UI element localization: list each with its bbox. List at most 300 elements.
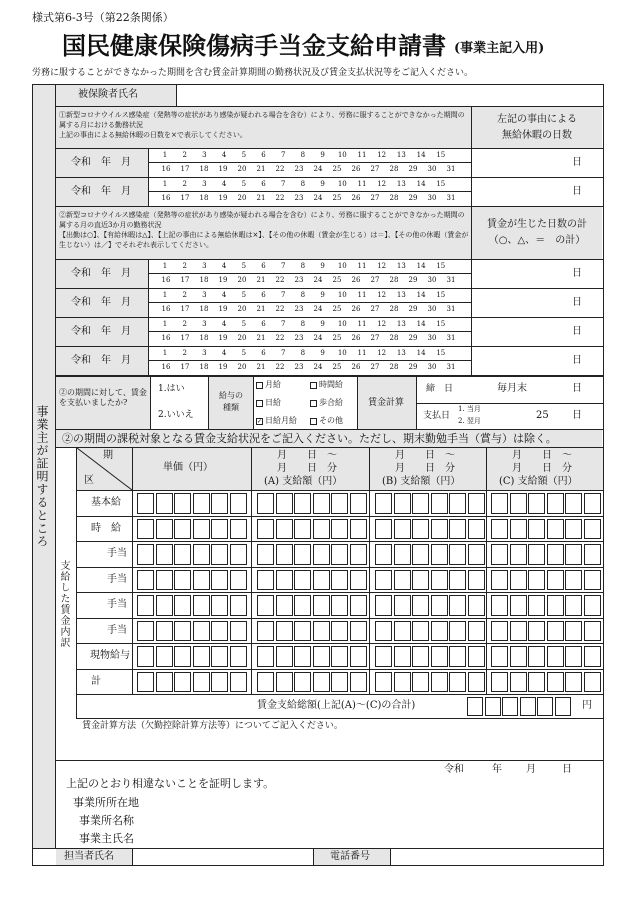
day-30[interactable]: 30 [427, 363, 437, 371]
amount-digit-cell[interactable] [313, 646, 330, 667]
amount-digit-cell[interactable] [350, 595, 367, 616]
day-23[interactable]: 23 [294, 305, 304, 313]
day-12[interactable]: 12 [377, 291, 387, 299]
amount-digit-cell[interactable] [211, 544, 228, 565]
day-15[interactable]: 15 [436, 291, 446, 299]
amount-digit-cell[interactable] [449, 544, 466, 565]
period-start[interactable]: 月 日 〜 [395, 450, 455, 461]
day-12[interactable]: 12 [377, 151, 387, 159]
s2-row2-month-label[interactable]: 令和 年 月 [71, 297, 131, 308]
amount-digit-cell[interactable] [174, 493, 191, 514]
amount-digit-cell[interactable] [156, 646, 173, 667]
amount-digit-cell[interactable] [156, 672, 173, 693]
amount-digit-cell[interactable] [449, 621, 466, 642]
day-5[interactable]: 5 [241, 291, 247, 299]
amount-digit-cell[interactable] [584, 672, 601, 693]
checkbox-icon[interactable] [310, 382, 317, 389]
day-14[interactable]: 14 [416, 291, 426, 299]
day-29[interactable]: 29 [408, 363, 418, 371]
day-31[interactable]: 31 [446, 334, 456, 342]
amount-digit-cell[interactable] [156, 544, 173, 565]
amount-digit-cell[interactable] [156, 519, 173, 540]
day-31[interactable]: 31 [446, 194, 456, 202]
amount-digit-cell[interactable] [137, 493, 154, 514]
day-29[interactable]: 29 [408, 165, 418, 173]
day-12[interactable]: 12 [377, 320, 387, 328]
day-27[interactable]: 27 [370, 165, 380, 173]
amount-digit-cell[interactable] [412, 595, 429, 616]
day-19[interactable]: 19 [218, 194, 228, 202]
day-8[interactable]: 8 [300, 291, 306, 299]
day-18[interactable]: 18 [199, 165, 209, 173]
amount-digit-cell[interactable] [547, 646, 564, 667]
day-2[interactable]: 2 [182, 320, 187, 328]
amount-digit-cell[interactable] [137, 621, 154, 642]
amount-digit-cell[interactable] [394, 672, 411, 693]
amount-digit-cell[interactable] [565, 646, 582, 667]
day-19[interactable]: 19 [218, 334, 228, 342]
day-4[interactable]: 4 [221, 151, 227, 159]
calc-method-field[interactable] [80, 735, 600, 759]
amount-digit-cell[interactable] [294, 595, 311, 616]
period-start[interactable]: 月 日 〜 [512, 450, 572, 461]
amount-digit-cell[interactable] [510, 646, 527, 667]
day-23[interactable]: 23 [294, 334, 304, 342]
day-7[interactable]: 7 [280, 180, 286, 188]
amount-digit-cell[interactable] [491, 646, 508, 667]
amount-digit-cell[interactable] [331, 621, 348, 642]
day-20[interactable]: 20 [237, 276, 247, 284]
s2-row3-month-label[interactable]: 令和 年 月 [71, 326, 131, 337]
amount-digit-cell[interactable] [528, 519, 545, 540]
amount-digit-cell[interactable] [276, 672, 293, 693]
day-3[interactable]: 3 [202, 180, 207, 188]
day-10[interactable]: 10 [337, 291, 347, 299]
day-26[interactable]: 26 [351, 305, 361, 313]
amount-digit-cell[interactable] [211, 595, 228, 616]
amount-digit-cell[interactable] [211, 519, 228, 540]
day-3[interactable]: 3 [202, 262, 207, 270]
day-11[interactable]: 11 [357, 180, 367, 188]
amount-digit-cell[interactable] [156, 595, 173, 616]
amount-digit-cell[interactable] [394, 595, 411, 616]
day-2[interactable]: 2 [182, 262, 187, 270]
amount-digit-cell[interactable] [394, 519, 411, 540]
amount-digit-cell[interactable] [468, 621, 485, 642]
day-25[interactable]: 25 [332, 363, 342, 371]
amount-digit-cell[interactable] [375, 493, 392, 514]
day-18[interactable]: 18 [199, 363, 209, 371]
amount-digit-cell[interactable] [449, 595, 466, 616]
day-28[interactable]: 28 [389, 165, 399, 173]
amount-digit-cell[interactable] [257, 570, 274, 591]
day-24[interactable]: 24 [313, 305, 323, 313]
amount-digit-cell[interactable] [584, 646, 601, 667]
pay-type-option[interactable]: 歩合給 [310, 399, 343, 407]
day-2[interactable]: 2 [182, 291, 187, 299]
amount-digit-cell[interactable] [294, 493, 311, 514]
amount-digit-cell[interactable] [257, 595, 274, 616]
amount-digit-cell[interactable] [313, 595, 330, 616]
amount-digit-cell[interactable] [449, 672, 466, 693]
amount-digit-cell[interactable] [193, 646, 210, 667]
day-21[interactable]: 21 [256, 305, 266, 313]
day-26[interactable]: 26 [351, 334, 361, 342]
day-9[interactable]: 9 [320, 180, 325, 188]
day-12[interactable]: 12 [377, 180, 387, 188]
amount-digit-cell[interactable] [412, 544, 429, 565]
amount-digit-cell[interactable] [375, 595, 392, 616]
day-6[interactable]: 6 [261, 180, 266, 188]
amount-digit-cell[interactable] [294, 621, 311, 642]
day-18[interactable]: 18 [199, 334, 209, 342]
checkbox-icon[interactable] [310, 418, 317, 425]
day-8[interactable]: 8 [300, 320, 306, 328]
day-14[interactable]: 14 [416, 262, 426, 270]
day-26[interactable]: 26 [351, 276, 361, 284]
amount-digit-cell[interactable] [276, 519, 293, 540]
day-27[interactable]: 27 [370, 305, 380, 313]
amount-digit-cell[interactable] [174, 646, 191, 667]
amount-digit-cell[interactable] [431, 595, 448, 616]
day-26[interactable]: 26 [351, 165, 361, 173]
day-18[interactable]: 18 [199, 305, 209, 313]
amount-digit-cell[interactable] [431, 493, 448, 514]
day-22[interactable]: 22 [275, 194, 285, 202]
day-19[interactable]: 19 [218, 305, 228, 313]
amount-digit-cell[interactable] [565, 595, 582, 616]
amount-digit-cell[interactable] [547, 544, 564, 565]
day-6[interactable]: 6 [261, 349, 266, 357]
day-14[interactable]: 14 [416, 320, 426, 328]
checkbox-icon[interactable] [256, 382, 263, 389]
day-22[interactable]: 22 [275, 334, 285, 342]
day-1[interactable]: 1 [162, 291, 168, 299]
pay-type-option[interactable]: 時間給 [310, 381, 343, 389]
day-22[interactable]: 22 [275, 165, 285, 173]
s2-row4-month-label[interactable]: 令和 年 月 [71, 355, 131, 366]
amount-digit-cell[interactable] [294, 519, 311, 540]
total-digit-cell[interactable] [537, 697, 553, 716]
amount-digit-cell[interactable] [375, 646, 392, 667]
amount-digit-cell[interactable] [313, 570, 330, 591]
period-end[interactable]: 月 日 分 [395, 463, 455, 474]
day-15[interactable]: 15 [436, 320, 446, 328]
amount-digit-cell[interactable] [331, 519, 348, 540]
amount-digit-cell[interactable] [565, 493, 582, 514]
amount-digit-cell[interactable] [412, 519, 429, 540]
amount-digit-cell[interactable] [276, 646, 293, 667]
day-4[interactable]: 4 [221, 262, 227, 270]
amount-digit-cell[interactable] [174, 544, 191, 565]
amount-digit-cell[interactable] [547, 570, 564, 591]
amount-digit-cell[interactable] [294, 646, 311, 667]
payment-no[interactable]: 2.いいえ [158, 410, 194, 420]
amount-digit-cell[interactable] [375, 544, 392, 565]
day-8[interactable]: 8 [300, 151, 306, 159]
amount-digit-cell[interactable] [449, 493, 466, 514]
amount-digit-cell[interactable] [510, 621, 527, 642]
day-6[interactable]: 6 [261, 291, 266, 299]
amount-digit-cell[interactable] [313, 621, 330, 642]
amount-digit-cell[interactable] [510, 570, 527, 591]
amount-digit-cell[interactable] [137, 646, 154, 667]
amount-digit-cell[interactable] [565, 570, 582, 591]
day-8[interactable]: 8 [300, 262, 306, 270]
amount-digit-cell[interactable] [510, 493, 527, 514]
amount-digit-cell[interactable] [350, 544, 367, 565]
amount-digit-cell[interactable] [193, 570, 210, 591]
amount-digit-cell[interactable] [528, 646, 545, 667]
day-28[interactable]: 28 [389, 194, 399, 202]
day-20[interactable]: 20 [237, 363, 247, 371]
amount-digit-cell[interactable] [431, 621, 448, 642]
amount-digit-cell[interactable] [313, 519, 330, 540]
amount-digit-cell[interactable] [449, 646, 466, 667]
day-27[interactable]: 27 [370, 334, 380, 342]
day-19[interactable]: 19 [218, 165, 228, 173]
day-16[interactable]: 16 [161, 276, 171, 284]
amount-digit-cell[interactable] [137, 672, 154, 693]
day-24[interactable]: 24 [313, 276, 323, 284]
day-5[interactable]: 5 [241, 262, 247, 270]
amount-digit-cell[interactable] [193, 493, 210, 514]
amount-digit-cell[interactable] [276, 544, 293, 565]
amount-digit-cell[interactable] [174, 595, 191, 616]
amount-digit-cell[interactable] [230, 595, 247, 616]
amount-digit-cell[interactable] [211, 621, 228, 642]
amount-digit-cell[interactable] [431, 646, 448, 667]
day-9[interactable]: 9 [320, 320, 325, 328]
amount-digit-cell[interactable] [528, 544, 545, 565]
pay-type-option[interactable]: 月給 [256, 381, 281, 389]
amount-digit-cell[interactable] [350, 519, 367, 540]
day-12[interactable]: 12 [377, 262, 387, 270]
day-20[interactable]: 20 [237, 334, 247, 342]
day-16[interactable]: 16 [161, 165, 171, 173]
amount-digit-cell[interactable] [394, 493, 411, 514]
day-23[interactable]: 23 [294, 276, 304, 284]
amount-digit-cell[interactable] [174, 621, 191, 642]
day-1[interactable]: 1 [162, 349, 168, 357]
day-4[interactable]: 4 [221, 349, 227, 357]
amount-digit-cell[interactable] [230, 621, 247, 642]
day-4[interactable]: 4 [221, 320, 227, 328]
pay-type-option[interactable]: 日給 [256, 399, 281, 407]
day-10[interactable]: 10 [337, 262, 347, 270]
day-24[interactable]: 24 [313, 194, 323, 202]
contact-name-field[interactable] [133, 849, 313, 865]
day-2[interactable]: 2 [182, 151, 187, 159]
amount-digit-cell[interactable] [257, 544, 274, 565]
amount-digit-cell[interactable] [294, 570, 311, 591]
total-digit-cell[interactable] [520, 697, 536, 716]
day-14[interactable]: 14 [416, 180, 426, 188]
day-21[interactable]: 21 [256, 334, 266, 342]
day-9[interactable]: 9 [320, 349, 325, 357]
amount-digit-cell[interactable] [211, 493, 228, 514]
day-16[interactable]: 16 [161, 194, 171, 202]
amount-digit-cell[interactable] [491, 544, 508, 565]
day-26[interactable]: 26 [351, 194, 361, 202]
amount-digit-cell[interactable] [350, 672, 367, 693]
day-28[interactable]: 28 [389, 305, 399, 313]
amount-digit-cell[interactable] [468, 493, 485, 514]
day-21[interactable]: 21 [256, 363, 266, 371]
day-7[interactable]: 7 [280, 291, 286, 299]
day-10[interactable]: 10 [337, 151, 347, 159]
day-1[interactable]: 1 [162, 180, 168, 188]
amount-digit-cell[interactable] [468, 544, 485, 565]
day-21[interactable]: 21 [256, 165, 266, 173]
amount-digit-cell[interactable] [412, 672, 429, 693]
day-5[interactable]: 5 [241, 349, 247, 357]
day-30[interactable]: 30 [427, 334, 437, 342]
amount-digit-cell[interactable] [491, 672, 508, 693]
payment-yes[interactable]: 1.はい [158, 384, 185, 394]
amount-digit-cell[interactable] [565, 621, 582, 642]
day-28[interactable]: 28 [389, 363, 399, 371]
amount-digit-cell[interactable] [431, 544, 448, 565]
day-26[interactable]: 26 [351, 363, 361, 371]
amount-digit-cell[interactable] [331, 493, 348, 514]
day-15[interactable]: 15 [436, 151, 446, 159]
day-4[interactable]: 4 [221, 180, 227, 188]
amount-digit-cell[interactable] [230, 672, 247, 693]
amount-digit-cell[interactable] [547, 621, 564, 642]
amount-digit-cell[interactable] [375, 621, 392, 642]
day-10[interactable]: 10 [337, 320, 347, 328]
day-15[interactable]: 15 [436, 262, 446, 270]
day-5[interactable]: 5 [241, 320, 247, 328]
amount-digit-cell[interactable] [584, 519, 601, 540]
amount-digit-cell[interactable] [313, 493, 330, 514]
amount-digit-cell[interactable] [230, 570, 247, 591]
amount-digit-cell[interactable] [257, 621, 274, 642]
day-13[interactable]: 13 [396, 151, 406, 159]
amount-digit-cell[interactable] [528, 621, 545, 642]
day-6[interactable]: 6 [261, 262, 266, 270]
amount-digit-cell[interactable] [193, 595, 210, 616]
day-6[interactable]: 6 [261, 151, 266, 159]
day-24[interactable]: 24 [313, 363, 323, 371]
total-digit-cell[interactable] [485, 697, 501, 716]
amount-digit-cell[interactable] [174, 570, 191, 591]
day-17[interactable]: 17 [180, 334, 190, 342]
day-25[interactable]: 25 [332, 334, 342, 342]
day-11[interactable]: 11 [357, 291, 367, 299]
s2-row1-month-label[interactable]: 令和 年 月 [71, 268, 131, 279]
day-15[interactable]: 15 [436, 180, 446, 188]
day-10[interactable]: 10 [337, 180, 347, 188]
amount-digit-cell[interactable] [294, 672, 311, 693]
amount-digit-cell[interactable] [491, 621, 508, 642]
amount-digit-cell[interactable] [211, 646, 228, 667]
amount-digit-cell[interactable] [584, 595, 601, 616]
pay-type-option[interactable]: ✓ 日給月給 [257, 416, 297, 425]
amount-digit-cell[interactable] [193, 519, 210, 540]
amount-digit-cell[interactable] [331, 646, 348, 667]
amount-digit-cell[interactable] [528, 493, 545, 514]
day-21[interactable]: 21 [256, 276, 266, 284]
pay-option-next[interactable]: 2. 翌月 [458, 417, 481, 425]
day-2[interactable]: 2 [182, 180, 187, 188]
day-8[interactable]: 8 [300, 349, 306, 357]
amount-digit-cell[interactable] [491, 595, 508, 616]
day-13[interactable]: 13 [396, 349, 406, 357]
day-25[interactable]: 25 [332, 165, 342, 173]
day-22[interactable]: 22 [275, 276, 285, 284]
amount-digit-cell[interactable] [350, 646, 367, 667]
amount-digit-cell[interactable] [394, 621, 411, 642]
amount-digit-cell[interactable] [313, 672, 330, 693]
day-1[interactable]: 1 [162, 320, 168, 328]
day-13[interactable]: 13 [396, 320, 406, 328]
day-9[interactable]: 9 [320, 291, 325, 299]
day-29[interactable]: 29 [408, 334, 418, 342]
amount-digit-cell[interactable] [528, 595, 545, 616]
day-31[interactable]: 31 [446, 165, 456, 173]
amount-digit-cell[interactable] [528, 570, 545, 591]
amount-digit-cell[interactable] [156, 570, 173, 591]
amount-digit-cell[interactable] [412, 646, 429, 667]
amount-digit-cell[interactable] [468, 672, 485, 693]
day-30[interactable]: 30 [427, 305, 437, 313]
amount-digit-cell[interactable] [565, 672, 582, 693]
day-3[interactable]: 3 [202, 291, 207, 299]
amount-digit-cell[interactable] [565, 544, 582, 565]
amount-digit-cell[interactable] [193, 544, 210, 565]
amount-digit-cell[interactable] [510, 519, 527, 540]
amount-digit-cell[interactable] [350, 493, 367, 514]
amount-digit-cell[interactable] [350, 621, 367, 642]
day-11[interactable]: 11 [357, 320, 367, 328]
amount-digit-cell[interactable] [565, 519, 582, 540]
day-10[interactable]: 10 [337, 349, 347, 357]
day-13[interactable]: 13 [396, 262, 406, 270]
amount-digit-cell[interactable] [137, 519, 154, 540]
amount-digit-cell[interactable] [276, 570, 293, 591]
day-4[interactable]: 4 [221, 291, 227, 299]
total-digit-cell[interactable] [502, 697, 518, 716]
amount-digit-cell[interactable] [491, 493, 508, 514]
day-12[interactable]: 12 [377, 349, 387, 357]
pay-day-value[interactable]: 25 [536, 410, 549, 421]
day-20[interactable]: 20 [237, 165, 247, 173]
amount-digit-cell[interactable] [230, 544, 247, 565]
amount-digit-cell[interactable] [547, 672, 564, 693]
amount-digit-cell[interactable] [584, 544, 601, 565]
amount-digit-cell[interactable] [431, 570, 448, 591]
day-11[interactable]: 11 [357, 349, 367, 357]
day-23[interactable]: 23 [294, 363, 304, 371]
amount-digit-cell[interactable] [257, 672, 274, 693]
amount-digit-cell[interactable] [174, 672, 191, 693]
amount-digit-cell[interactable] [412, 570, 429, 591]
amount-digit-cell[interactable] [468, 646, 485, 667]
amount-digit-cell[interactable] [394, 544, 411, 565]
day-22[interactable]: 22 [275, 305, 285, 313]
day-3[interactable]: 3 [202, 151, 207, 159]
amount-digit-cell[interactable] [276, 493, 293, 514]
amount-digit-cell[interactable] [547, 493, 564, 514]
day-17[interactable]: 17 [180, 194, 190, 202]
amount-digit-cell[interactable] [412, 493, 429, 514]
day-24[interactable]: 24 [313, 334, 323, 342]
day-31[interactable]: 31 [446, 276, 456, 284]
day-17[interactable]: 17 [180, 363, 190, 371]
day-11[interactable]: 11 [357, 262, 367, 270]
